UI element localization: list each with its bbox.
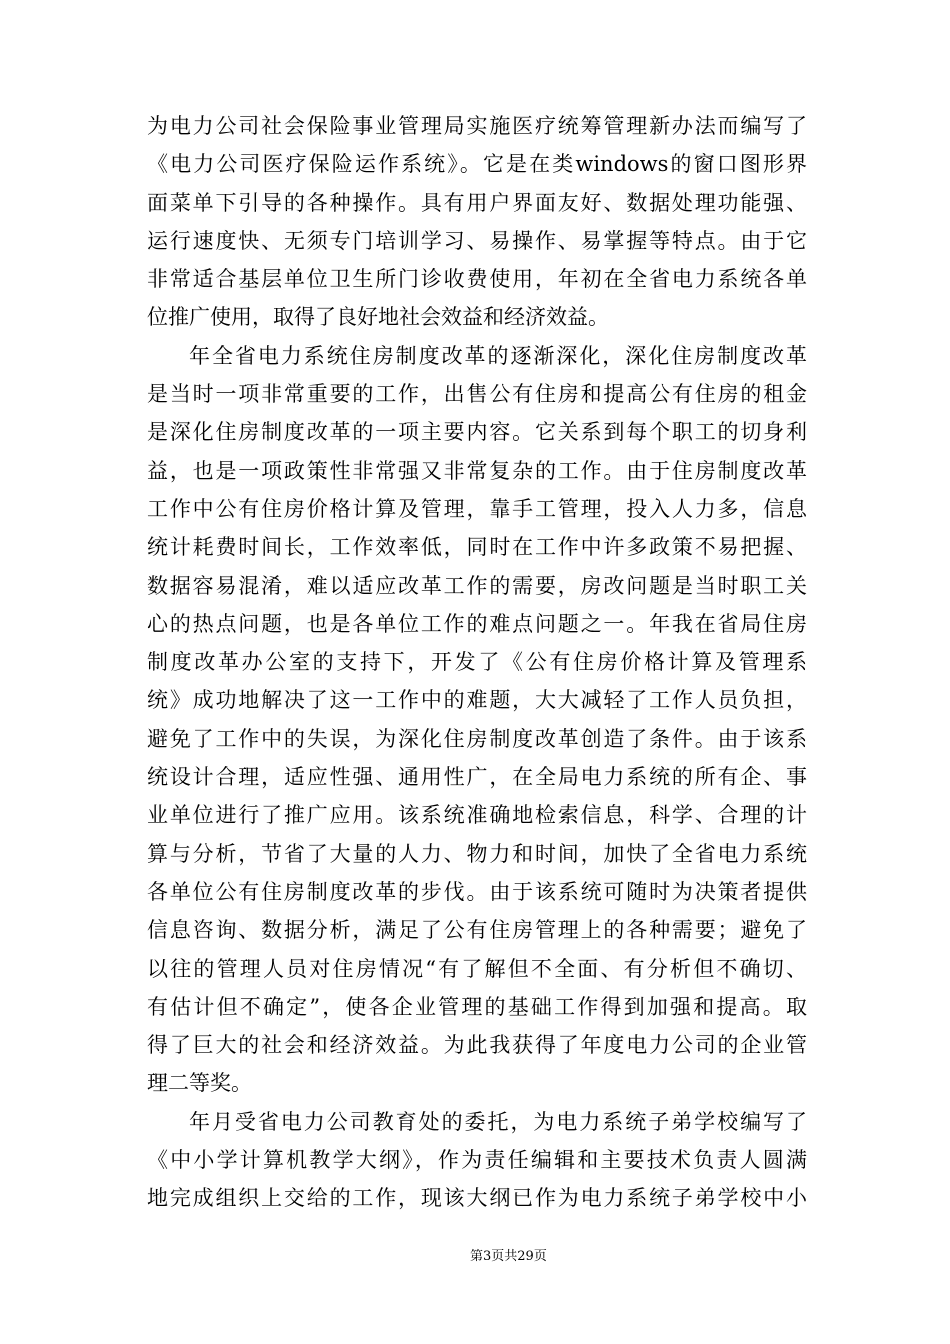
text-line: 得了巨大的社会和经济效益。为此我获得了年度电力公司的企业管 xyxy=(147,1033,807,1058)
text-line: 《电力公司医疗保险运作系统》。它是在类windows的窗口图形界 xyxy=(147,152,807,177)
text-line: 理二等奖。 xyxy=(147,1071,252,1096)
text-line: 信息咨询、数据分析，满足了公有住房管理上的各种需要；避免了 xyxy=(147,918,807,943)
text-line: 益，也是一项政策性非常强又非常复杂的工作。由于住房制度改革 xyxy=(147,458,807,483)
text-line: 年月受省电力公司教育处的委托，为电力系统子弟学校编写了 xyxy=(189,1109,807,1134)
text-line: 是当时一项非常重要的工作，出售公有住房和提高公有住房的租金 xyxy=(147,382,807,407)
text-line: 心的热点问题，也是各单位工作的难点问题之一。年我在省局住房 xyxy=(147,611,807,636)
text-line: 各单位公有住房制度改革的步伐。由于该系统可随时为决策者提供 xyxy=(147,879,807,904)
text-line: 运行速度快、无须专门培训学习、易操作、易掌握等特点。由于它 xyxy=(147,228,807,253)
text-line: 统计耗费时间长，工作效率低，同时在工作中许多政策不易把握、 xyxy=(147,535,807,560)
text-line: 业单位进行了推广应用。该系统准确地检索信息，科学、合理的计 xyxy=(147,803,807,828)
text-line: 制度改革办公室的支持下，开发了《公有住房价格计算及管理系 xyxy=(147,650,807,675)
document-body xyxy=(147,107,807,1218)
text-line: 非常适合基层单位卫生所门诊收费使用，年初在全省电力系统各单 xyxy=(147,267,807,292)
text-line: 是深化住房制度改革的一项主要内容。它关系到每个职工的切身利 xyxy=(147,420,807,445)
paragraph xyxy=(147,107,807,337)
text-line: 有估计但不确定”，使各企业管理的基础工作得到加强和提高。取 xyxy=(147,994,807,1019)
text-line: 工作中公有住房价格计算及管理，靠手工管理，投入人力多，信息 xyxy=(147,496,807,521)
text-line: 地完成组织上交给的工作，现该大纲已作为电力系统子弟学校中小 xyxy=(147,1186,807,1211)
text-line: 以往的管理人员对住房情况“有了解但不全面、有分析但不确切、 xyxy=(147,956,807,981)
text-line: 统》成功地解决了这一工作中的难题，大大减轻了工作人员负担， xyxy=(147,688,807,713)
text-line: 统设计合理，适应性强、通用性广，在全局电力系统的所有企、事 xyxy=(147,765,807,790)
paragraph xyxy=(147,1103,807,1218)
text-line: 《中小学计算机教学大纲》，作为责任编辑和主要技术负责人圆满 xyxy=(147,1148,807,1173)
paragraph xyxy=(147,337,807,1103)
text-line: 位推广使用，取得了良好地社会效益和经济效益。 xyxy=(147,305,609,330)
text-line: 年全省电力系统住房制度改革的逐渐深化，深化住房制度改革 xyxy=(189,343,807,368)
page-number: 第3页共29页 xyxy=(470,1249,547,1264)
text-line: 算与分析，节省了大量的人力、物力和时间，加快了全省电力系统 xyxy=(147,841,807,866)
text-line: 避免了工作中的失误，为深化住房制度改革创造了条件。由于该系 xyxy=(147,726,807,751)
text-line: 数据容易混淆，难以适应改革工作的需要，房改问题是当时职工关 xyxy=(147,573,807,598)
text-line: 面菜单下引导的各种操作。具有用户界面友好、数据处理功能强、 xyxy=(147,190,807,215)
text-line: 为电力公司社会保险事业管理局实施医疗统筹管理新办法而编写了 xyxy=(147,114,807,138)
